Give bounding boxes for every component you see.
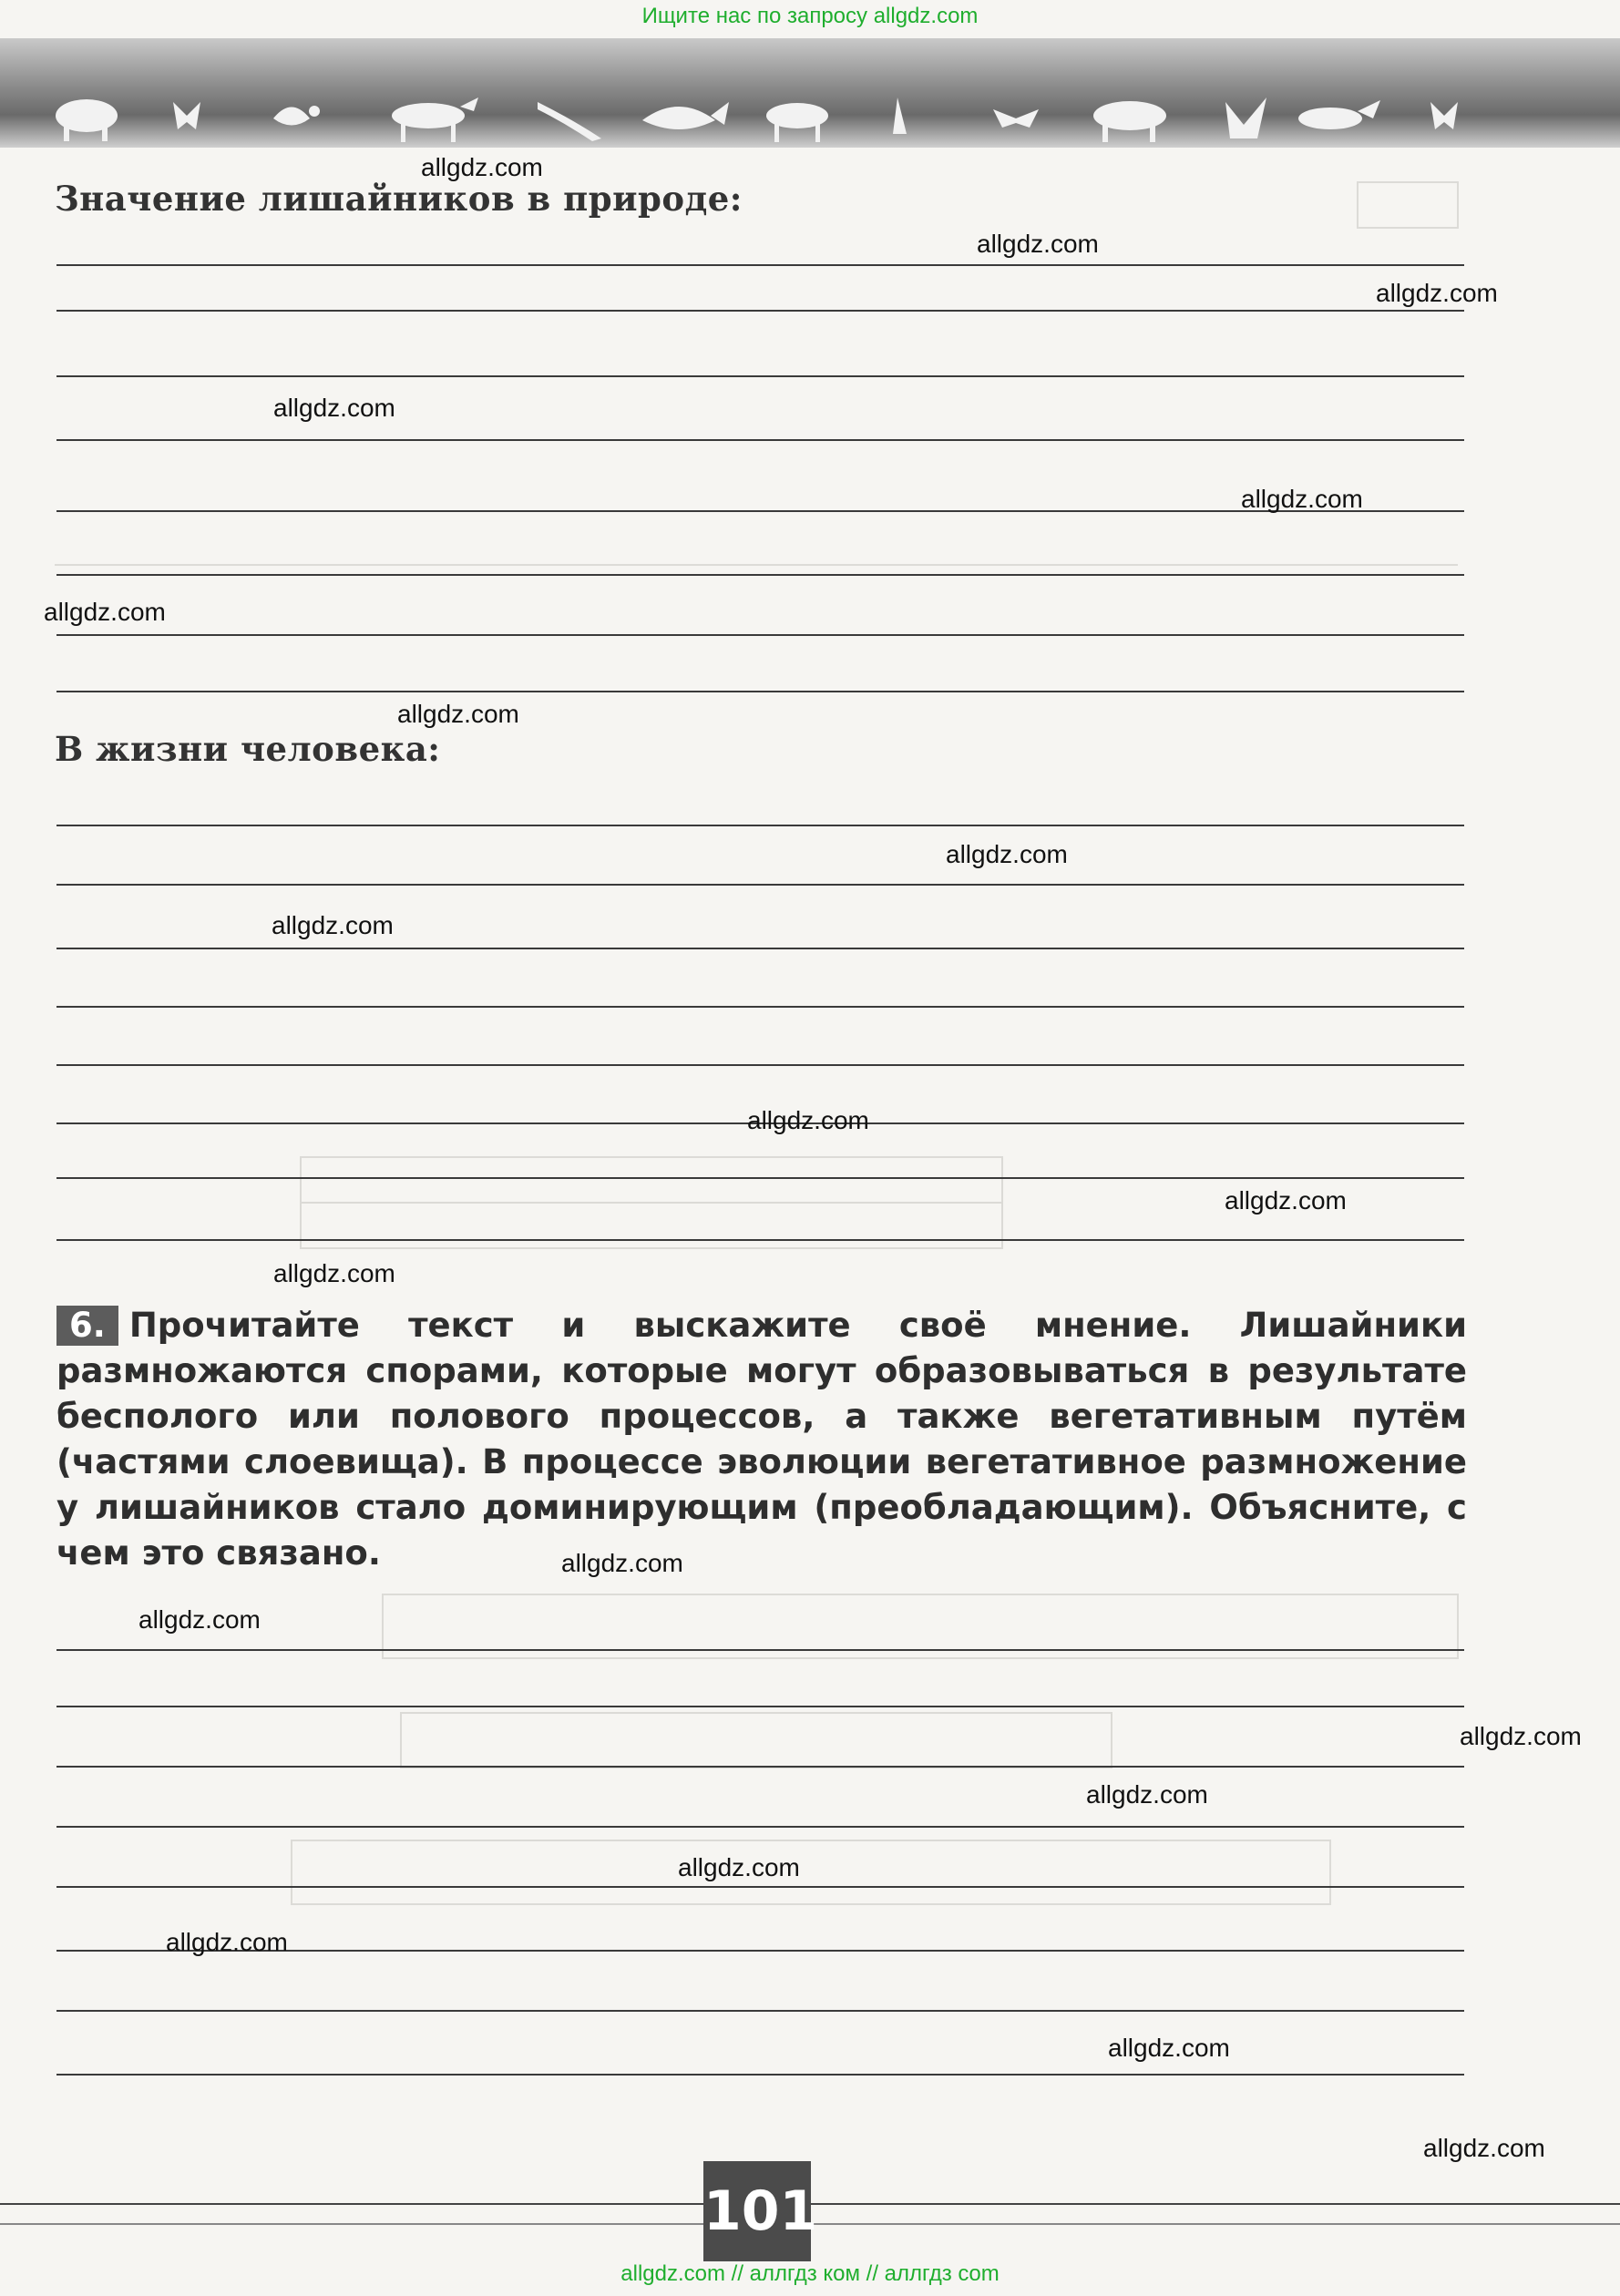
answer-line[interactable] xyxy=(56,1064,1464,1066)
page-number: 101 xyxy=(703,2161,811,2261)
watermark: allgdz.com xyxy=(397,700,519,728)
watermark: allgdz.com xyxy=(1086,1780,1208,1809)
answer-line[interactable] xyxy=(56,1649,1464,1651)
answer-line[interactable] xyxy=(56,2010,1464,2012)
section-heading-nature: Значение лишайников в природе: xyxy=(55,179,743,219)
watermark: allgdz.com xyxy=(421,153,543,181)
task-6 xyxy=(56,1303,1467,1576)
answer-line[interactable] xyxy=(56,1706,1464,1707)
answer-line[interactable] xyxy=(56,1239,1464,1241)
watermark: allgdz.com xyxy=(1423,2134,1545,2162)
answer-line[interactable] xyxy=(56,1177,1464,1179)
answer-line[interactable] xyxy=(56,2074,1464,2076)
watermark: allgdz.com xyxy=(1460,1722,1582,1750)
section-heading-human-life: В жизни человека: xyxy=(55,729,441,769)
footer-link[interactable]: allgdz.com // аллгдз ком // аллгдз com xyxy=(620,2261,1000,2286)
answer-line[interactable] xyxy=(56,825,1464,826)
answer-line[interactable] xyxy=(56,310,1464,312)
watermark: allgdz.com xyxy=(946,840,1068,868)
watermark: allgdz.com xyxy=(272,911,394,939)
animal-silhouettes-icon xyxy=(0,38,1620,148)
top-promo-link[interactable]: Ищите нас по запросу allgdz.com xyxy=(641,4,979,28)
answer-line[interactable] xyxy=(56,691,1464,692)
watermark: allgdz.com xyxy=(678,1853,800,1881)
answer-line[interactable] xyxy=(56,948,1464,949)
answer-line[interactable] xyxy=(56,1006,1464,1008)
watermark: allgdz.com xyxy=(273,394,395,422)
watermark: allgdz.com xyxy=(1376,279,1498,307)
task-number-badge: 6. xyxy=(56,1306,118,1346)
watermark: allgdz.com xyxy=(747,1106,869,1134)
watermark: allgdz.com xyxy=(1108,2034,1230,2062)
answer-line[interactable] xyxy=(56,634,1464,636)
watermark: allgdz.com xyxy=(138,1605,261,1634)
watermark: allgdz.com xyxy=(166,1928,288,1956)
task-text: Прочитайте текст и выскажите своё мнение. Лишайники размножаются спорами, которые могут образовываться в результате бесполого или полового процессов, а также вегетативным путём (частями слоевища). В процессе эволюции вегетативное размножение у лишайников стало доминирующим (преобладающим). Объясните, с чем это связано. xyxy=(56,1306,1467,1573)
watermark: allgdz.com xyxy=(1225,1186,1347,1215)
watermark: allgdz.com xyxy=(1241,485,1363,513)
answer-line[interactable] xyxy=(56,1886,1464,1888)
answer-line[interactable] xyxy=(56,884,1464,886)
watermark: allgdz.com xyxy=(561,1549,683,1577)
answer-line[interactable] xyxy=(56,375,1464,377)
answer-line[interactable] xyxy=(56,439,1464,441)
answer-line[interactable] xyxy=(56,1826,1464,1828)
watermark: allgdz.com xyxy=(273,1259,395,1287)
watermark: allgdz.com xyxy=(44,598,166,626)
answer-line[interactable] xyxy=(56,574,1464,576)
animal-banner xyxy=(0,38,1620,148)
answer-line[interactable] xyxy=(56,1766,1464,1768)
watermark: allgdz.com xyxy=(977,230,1099,258)
answer-line[interactable] xyxy=(56,264,1464,266)
